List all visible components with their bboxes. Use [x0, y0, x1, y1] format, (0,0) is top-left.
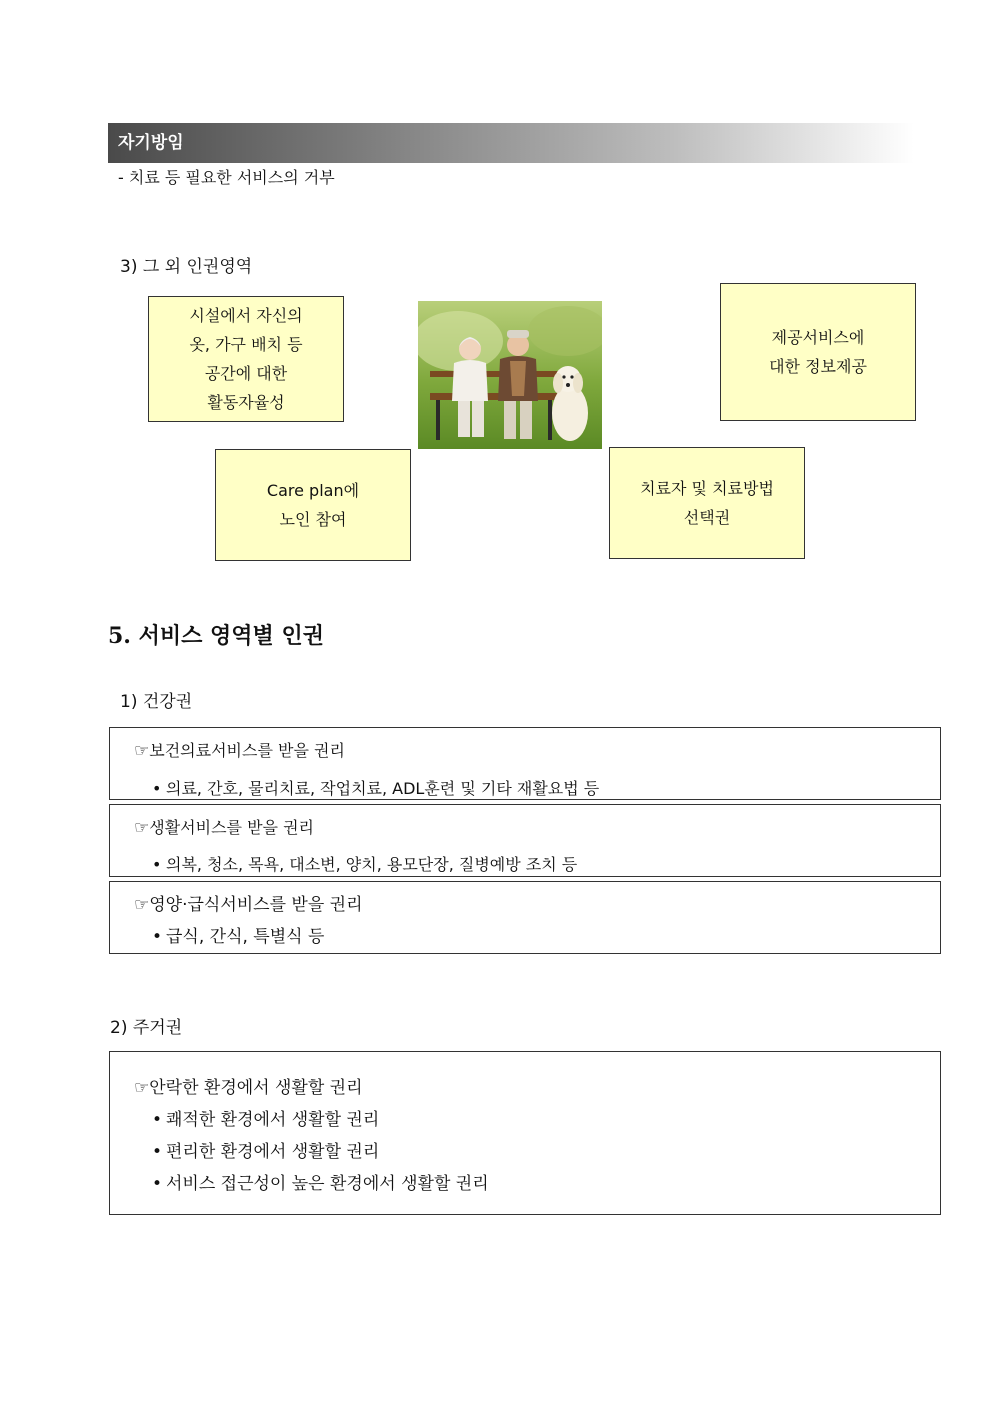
box-line: 공간에 대한 [204, 364, 288, 383]
box-line: 시설에서 자신의 [189, 306, 303, 325]
health-block-nutrition [109, 881, 941, 954]
box-line: 선택권 [683, 508, 731, 527]
bullet-icon: • [152, 1110, 163, 1130]
pointing-hand-icon: ☞ [134, 1078, 150, 1098]
box-line: Care plan에 [266, 481, 360, 500]
pointing-hand-icon: ☞ [134, 741, 150, 761]
health-block-living [109, 804, 941, 877]
bullet-icon: • [152, 779, 162, 798]
box-line: 옷, 가구 배치 등 [189, 335, 303, 354]
section-5-title: 5. 서비스 영역별 인권 [108, 623, 324, 649]
block-title: 안락한 환경에서 생활할 권리 [149, 1078, 363, 1098]
rights-box-information [720, 283, 916, 421]
list-item: 의료, 간호, 물리치료, 작업치료, ADL훈련 및 기타 재활요법 등 [166, 779, 600, 798]
list-item: 쾌적한 환경에서 생활할 권리 [166, 1110, 380, 1130]
block-title: 보건의료서비스를 받을 권리 [149, 741, 345, 760]
box-line: 치료자 및 치료방법 [640, 479, 774, 498]
box-line: 활동자율성 [207, 393, 285, 412]
pointing-hand-icon: ☞ [134, 818, 150, 838]
bullet-icon: • [152, 927, 163, 947]
block-title: 영양·급식서비스를 받을 권리 [149, 895, 363, 915]
list-item: 급식, 간식, 특별식 등 [166, 927, 325, 947]
other-rights-heading: 3) 그 외 인권영역 [120, 257, 253, 277]
box-line: 대한 정보제공 [769, 357, 867, 376]
housing-block [109, 1051, 941, 1215]
bullet-icon: • [152, 1142, 163, 1162]
rights-box-treatment-choice [609, 447, 805, 559]
section-band-line: - 치료 등 필요한 서비스의 거부 [118, 168, 335, 187]
rights-box-autonomy [148, 296, 344, 422]
list-item: 서비스 접근성이 높은 환경에서 생활할 권리 [166, 1174, 489, 1194]
pointing-hand-icon: ☞ [134, 895, 150, 915]
box-line: 노인 참여 [279, 510, 347, 529]
health-heading: 1) 건강권 [120, 692, 193, 712]
housing-heading: 2) 주거권 [110, 1018, 183, 1038]
bullet-icon: • [152, 1174, 163, 1194]
box-line: 제공서비스에 [771, 328, 865, 347]
elderly-couple-photo [418, 301, 602, 449]
list-item: 의복, 청소, 목욕, 대소변, 양치, 용모단장, 질병예방 조치 등 [166, 855, 578, 874]
list-item: 편리한 환경에서 생활할 권리 [166, 1142, 380, 1162]
section-band-title: 자기방임 [108, 123, 914, 163]
bullet-icon: • [152, 855, 162, 874]
block-title: 생활서비스를 받을 권리 [149, 818, 314, 837]
health-block-medical [109, 727, 941, 800]
rights-box-care-plan [215, 449, 411, 561]
